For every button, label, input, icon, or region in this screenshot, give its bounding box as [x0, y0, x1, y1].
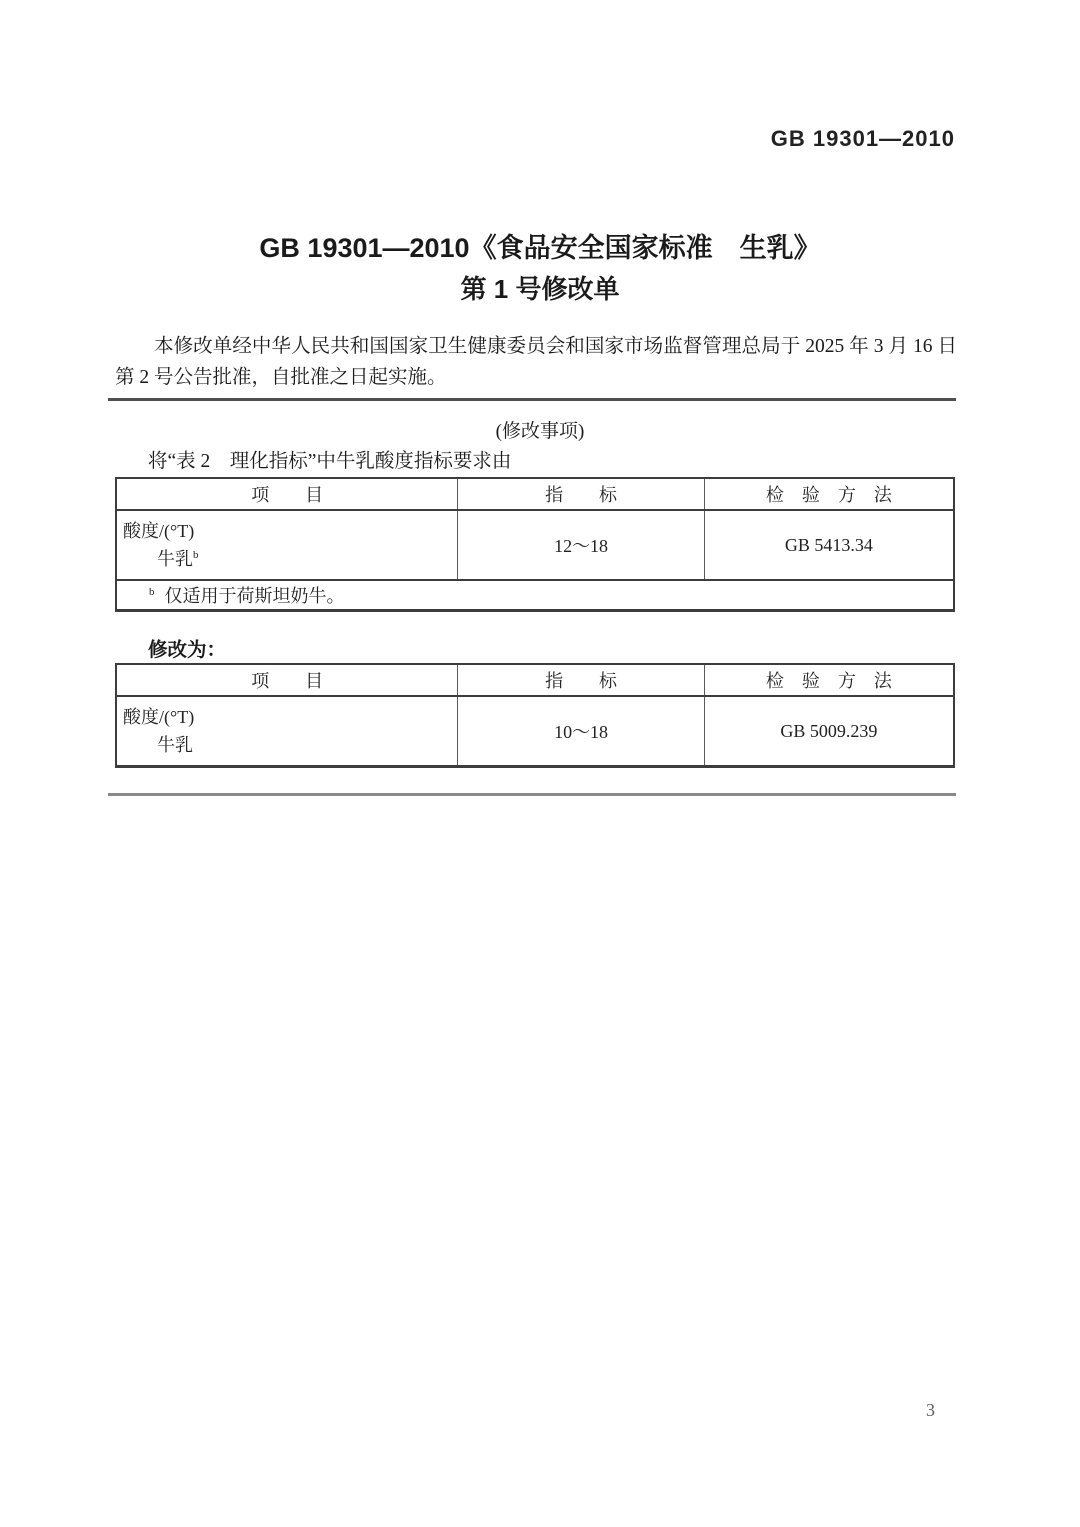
document-title-line2: 第 1 号修改单 [460, 274, 620, 304]
item-acidity-label: 酸度/(°T) [123, 707, 195, 727]
column-header-item: 项 目 [116, 664, 458, 696]
column-header-index: 指 标 [458, 478, 704, 510]
footnote-text: 仅适用于荷斯坦奶牛。 [164, 585, 345, 606]
table-header-row [116, 664, 954, 696]
footnote-marker-sup: b [193, 549, 199, 561]
column-header-index: 指 标 [458, 664, 704, 696]
cell-method-value: GB 5009.239 [704, 696, 954, 767]
document-title [0, 228, 1080, 310]
column-header-item: 项 目 [116, 478, 458, 510]
footnote-cell [116, 580, 954, 610]
cell-item [116, 696, 458, 767]
column-header-method: 检 验 方 法 [704, 478, 954, 510]
revise-to-label: 修改为： [148, 639, 227, 661]
cell-index-value: 10～18 [458, 696, 704, 767]
table-before-amendment [115, 477, 955, 612]
column-header-method: 检 验 方 法 [704, 664, 954, 696]
table-row [116, 696, 954, 767]
table-after-amendment [115, 663, 955, 768]
cell-item [116, 510, 458, 580]
table-row [116, 510, 954, 580]
page-number: 3 [926, 1400, 935, 1420]
table-header-row [116, 478, 954, 510]
item-acidity-label: 酸度/(°T) [123, 521, 195, 541]
header-rule [108, 398, 956, 401]
table-footnote-row [116, 580, 954, 610]
item-milk-label: 牛乳$^b$ [157, 549, 199, 569]
cell-index-value: 12～18 [458, 510, 704, 580]
approval-paragraph: 本修改单经中华人民共和国国家卫生健康委员会和国家市场监督管理总局于 2025 年 3 月 16 日第 2 号公告批准，自批准之日起实施。 [115, 336, 957, 388]
section-heading: (修改事项) [495, 421, 585, 442]
standard-number-header: GB 19301—2010 [770, 126, 955, 151]
amendment-lead-in: 将“表 2 理化指标”中牛乳酸度指标要求由 [148, 451, 512, 472]
item-milk-label: 牛乳 [157, 735, 193, 755]
footnote-marker-sup: b [149, 585, 155, 598]
document-title-line1: GB 19301—2010《食品安全国家标准 生乳》 [259, 233, 821, 263]
cell-method-value: GB 5413.34 [704, 510, 954, 580]
end-of-document-rule [108, 793, 956, 796]
